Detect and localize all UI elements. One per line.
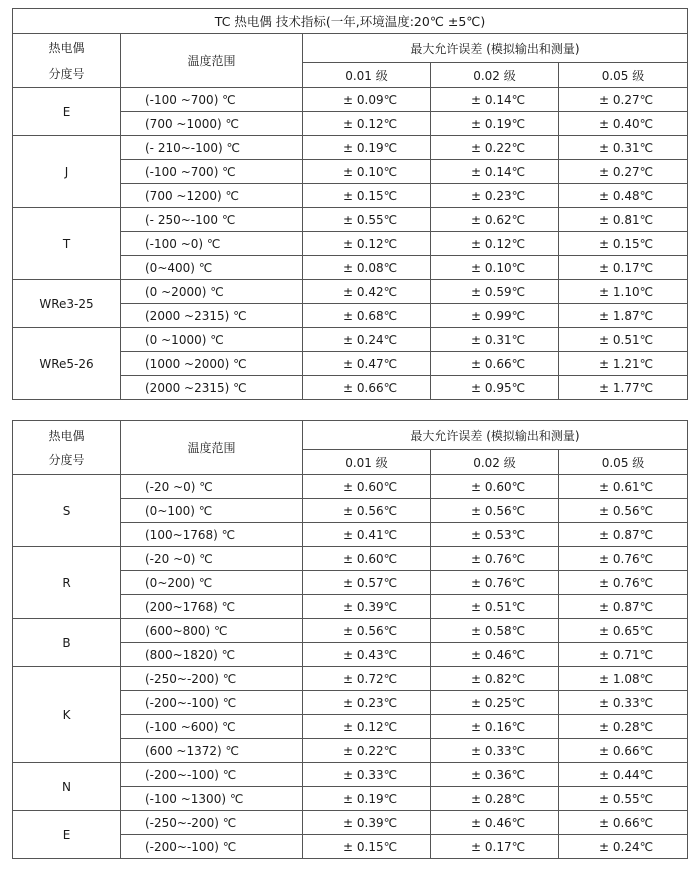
error-001-cell: ± 0.39℃: [303, 595, 431, 619]
type-header-line2: 分度号: [48, 452, 85, 467]
error-002-cell: ± 0.25℃: [431, 691, 559, 715]
temperature-range-cell: (0~200) ℃: [121, 571, 303, 595]
temperature-range-cell: (0~100) ℃: [121, 499, 303, 523]
grade-header-005: 0.05 级: [559, 63, 688, 88]
error-002-cell: ± 0.14℃: [431, 88, 559, 112]
spec-table-2: [12, 420, 688, 859]
grade-header-001: 0.01 级: [303, 450, 431, 475]
temperature-range-cell: (0 ~2000) ℃: [121, 280, 303, 304]
error-002-cell: ± 0.19℃: [431, 112, 559, 136]
error-005-cell: ± 0.55℃: [559, 787, 688, 811]
error-002-cell: ± 0.53℃: [431, 523, 559, 547]
thermocouple-type-cell: E: [13, 88, 121, 136]
error-001-cell: ± 0.19℃: [303, 787, 431, 811]
error-001-cell: ± 0.56℃: [303, 499, 431, 523]
temperature-range-cell: (-100 ~600) ℃: [121, 715, 303, 739]
error-005-cell: ± 0.65℃: [559, 619, 688, 643]
spec-table-2-body: [13, 475, 688, 859]
error-001-cell: ± 0.57℃: [303, 571, 431, 595]
error-002-cell: ± 0.59℃: [431, 280, 559, 304]
error-002-cell: ± 0.31℃: [431, 328, 559, 352]
error-002-cell: ± 0.95℃: [431, 376, 559, 400]
error-001-cell: ± 0.12℃: [303, 232, 431, 256]
type-header-line1: 热电偶: [48, 40, 85, 55]
error-005-cell: ± 0.51℃: [559, 328, 688, 352]
error-002-cell: ± 0.46℃: [431, 643, 559, 667]
error-002-cell: ± 0.14℃: [431, 160, 559, 184]
temperature-range-cell: (-100 ~700) ℃: [121, 88, 303, 112]
error-005-cell: ± 0.24℃: [559, 835, 688, 859]
error-005-cell: ± 0.17℃: [559, 256, 688, 280]
error-001-cell: ± 0.55℃: [303, 208, 431, 232]
temperature-range-cell: (0 ~1000) ℃: [121, 328, 303, 352]
temperature-range-cell: (700 ~1200) ℃: [121, 184, 303, 208]
thermocouple-type-cell: WRe3-25: [13, 280, 121, 328]
table-row: [13, 280, 688, 304]
error-005-cell: ± 0.31℃: [559, 136, 688, 160]
table-row: [13, 208, 688, 232]
temperature-range-cell: (-250~-200) ℃: [121, 811, 303, 835]
table-row: [13, 88, 688, 112]
grade-header-001: 0.01 级: [303, 63, 431, 88]
type-header-line1: 热电偶: [48, 428, 85, 443]
error-002-cell: ± 0.12℃: [431, 232, 559, 256]
error-001-cell: ± 0.60℃: [303, 475, 431, 499]
error-005-cell: ± 1.87℃: [559, 304, 688, 328]
thermocouple-type-cell: WRe5-26: [13, 328, 121, 400]
thermocouple-type-cell: T: [13, 208, 121, 280]
error-005-cell: ± 0.27℃: [559, 160, 688, 184]
table-row: [13, 811, 688, 835]
error-001-cell: ± 0.23℃: [303, 691, 431, 715]
error-002-cell: ± 0.56℃: [431, 499, 559, 523]
error-005-cell: ± 0.87℃: [559, 595, 688, 619]
temperature-range-cell: (600 ~1372) ℃: [121, 739, 303, 763]
thermocouple-type-cell: B: [13, 619, 121, 667]
error-group-header: 最大允许误差 (模拟输出和测量): [303, 34, 688, 63]
temperature-range-cell: (-20 ~0) ℃: [121, 475, 303, 499]
error-005-cell: ± 0.48℃: [559, 184, 688, 208]
type-header-line2: 分度号: [48, 66, 85, 81]
temperature-range-cell: (-200~-100) ℃: [121, 835, 303, 859]
error-002-cell: ± 0.62℃: [431, 208, 559, 232]
table-row: [13, 136, 688, 160]
error-001-cell: ± 0.42℃: [303, 280, 431, 304]
error-002-cell: ± 0.51℃: [431, 595, 559, 619]
error-001-cell: ± 0.33℃: [303, 763, 431, 787]
error-005-cell: ± 0.66℃: [559, 739, 688, 763]
temperature-range-cell: (-250~-200) ℃: [121, 667, 303, 691]
table-row: [13, 619, 688, 643]
error-005-cell: ± 0.76℃: [559, 547, 688, 571]
table-row: [13, 763, 688, 787]
error-001-cell: ± 0.15℃: [303, 835, 431, 859]
error-group-header: 最大允许误差 (模拟输出和测量): [303, 421, 688, 450]
error-001-cell: ± 0.12℃: [303, 112, 431, 136]
thermocouple-type-cell: J: [13, 136, 121, 208]
error-001-cell: ± 0.39℃: [303, 811, 431, 835]
error-001-cell: ± 0.41℃: [303, 523, 431, 547]
temperature-range-cell: (700 ~1000) ℃: [121, 112, 303, 136]
temperature-range-cell: (-200~-100) ℃: [121, 763, 303, 787]
error-002-cell: ± 0.76℃: [431, 571, 559, 595]
spec-table-1: [12, 8, 688, 400]
error-001-cell: ± 0.60℃: [303, 547, 431, 571]
temperature-range-cell: (- 210~-100) ℃: [121, 136, 303, 160]
thermocouple-type-cell: S: [13, 475, 121, 547]
range-header: 温度范围: [121, 421, 303, 475]
error-001-cell: ± 0.68℃: [303, 304, 431, 328]
error-005-cell: ± 0.76℃: [559, 571, 688, 595]
error-002-cell: ± 0.33℃: [431, 739, 559, 763]
range-header: 温度范围: [121, 34, 303, 88]
error-002-cell: ± 0.58℃: [431, 619, 559, 643]
thermocouple-type-cell: K: [13, 667, 121, 763]
error-005-cell: ± 0.81℃: [559, 208, 688, 232]
error-005-cell: ± 0.28℃: [559, 715, 688, 739]
error-005-cell: ± 0.66℃: [559, 811, 688, 835]
error-001-cell: ± 0.72℃: [303, 667, 431, 691]
error-001-cell: ± 0.43℃: [303, 643, 431, 667]
error-002-cell: ± 0.36℃: [431, 763, 559, 787]
temperature-range-cell: (-100 ~1300) ℃: [121, 787, 303, 811]
thermocouple-type-cell: R: [13, 547, 121, 619]
error-001-cell: ± 0.19℃: [303, 136, 431, 160]
spec-table-1-header: [13, 9, 688, 88]
error-002-cell: ± 0.66℃: [431, 352, 559, 376]
error-002-cell: ± 0.17℃: [431, 835, 559, 859]
error-002-cell: ± 0.10℃: [431, 256, 559, 280]
error-001-cell: ± 0.12℃: [303, 715, 431, 739]
error-002-cell: ± 0.46℃: [431, 811, 559, 835]
error-002-cell: ± 0.28℃: [431, 787, 559, 811]
table-title: TC 热电偶 技术指标(一年,环境温度:20℃ ±5℃): [13, 9, 688, 34]
error-002-cell: ± 0.76℃: [431, 547, 559, 571]
grade-header-005: 0.05 级: [559, 450, 688, 475]
temperature-range-cell: (1000 ~2000) ℃: [121, 352, 303, 376]
table-row: [13, 667, 688, 691]
temperature-range-cell: (-200~-100) ℃: [121, 691, 303, 715]
error-005-cell: ± 0.87℃: [559, 523, 688, 547]
error-005-cell: ± 0.44℃: [559, 763, 688, 787]
error-005-cell: ± 0.33℃: [559, 691, 688, 715]
temperature-range-cell: (0~400) ℃: [121, 256, 303, 280]
temperature-range-cell: (100~1768) ℃: [121, 523, 303, 547]
temperature-range-cell: (600~800) ℃: [121, 619, 303, 643]
spec-table-1-body: [13, 88, 688, 400]
table-row: [13, 328, 688, 352]
error-001-cell: ± 0.56℃: [303, 619, 431, 643]
error-005-cell: ± 0.15℃: [559, 232, 688, 256]
type-header: [13, 34, 121, 88]
error-005-cell: ± 1.77℃: [559, 376, 688, 400]
error-002-cell: ± 0.23℃: [431, 184, 559, 208]
error-005-cell: ± 1.08℃: [559, 667, 688, 691]
table-row: [13, 475, 688, 499]
type-header: [13, 421, 121, 475]
error-001-cell: ± 0.24℃: [303, 328, 431, 352]
error-002-cell: ± 0.60℃: [431, 475, 559, 499]
thermocouple-type-cell: E: [13, 811, 121, 859]
temperature-range-cell: (2000 ~2315) ℃: [121, 304, 303, 328]
error-005-cell: ± 0.40℃: [559, 112, 688, 136]
error-002-cell: ± 0.16℃: [431, 715, 559, 739]
error-001-cell: ± 0.10℃: [303, 160, 431, 184]
temperature-range-cell: (2000 ~2315) ℃: [121, 376, 303, 400]
temperature-range-cell: (-100 ~0) ℃: [121, 232, 303, 256]
error-002-cell: ± 0.82℃: [431, 667, 559, 691]
error-005-cell: ± 0.71℃: [559, 643, 688, 667]
temperature-range-cell: (800~1820) ℃: [121, 643, 303, 667]
spec-table-2-header: [13, 421, 688, 475]
error-001-cell: ± 0.08℃: [303, 256, 431, 280]
error-002-cell: ± 0.99℃: [431, 304, 559, 328]
error-005-cell: ± 1.21℃: [559, 352, 688, 376]
error-005-cell: ± 0.27℃: [559, 88, 688, 112]
error-001-cell: ± 0.47℃: [303, 352, 431, 376]
error-005-cell: ± 0.56℃: [559, 499, 688, 523]
grade-header-002: 0.02 级: [431, 63, 559, 88]
error-002-cell: ± 0.22℃: [431, 136, 559, 160]
error-001-cell: ± 0.15℃: [303, 184, 431, 208]
temperature-range-cell: (-20 ~0) ℃: [121, 547, 303, 571]
temperature-range-cell: (- 250~-100 ℃: [121, 208, 303, 232]
error-005-cell: ± 0.61℃: [559, 475, 688, 499]
error-001-cell: ± 0.09℃: [303, 88, 431, 112]
thermocouple-type-cell: N: [13, 763, 121, 811]
temperature-range-cell: (200~1768) ℃: [121, 595, 303, 619]
grade-header-002: 0.02 级: [431, 450, 559, 475]
table-row: [13, 547, 688, 571]
error-001-cell: ± 0.66℃: [303, 376, 431, 400]
error-005-cell: ± 1.10℃: [559, 280, 688, 304]
error-001-cell: ± 0.22℃: [303, 739, 431, 763]
temperature-range-cell: (-100 ~700) ℃: [121, 160, 303, 184]
